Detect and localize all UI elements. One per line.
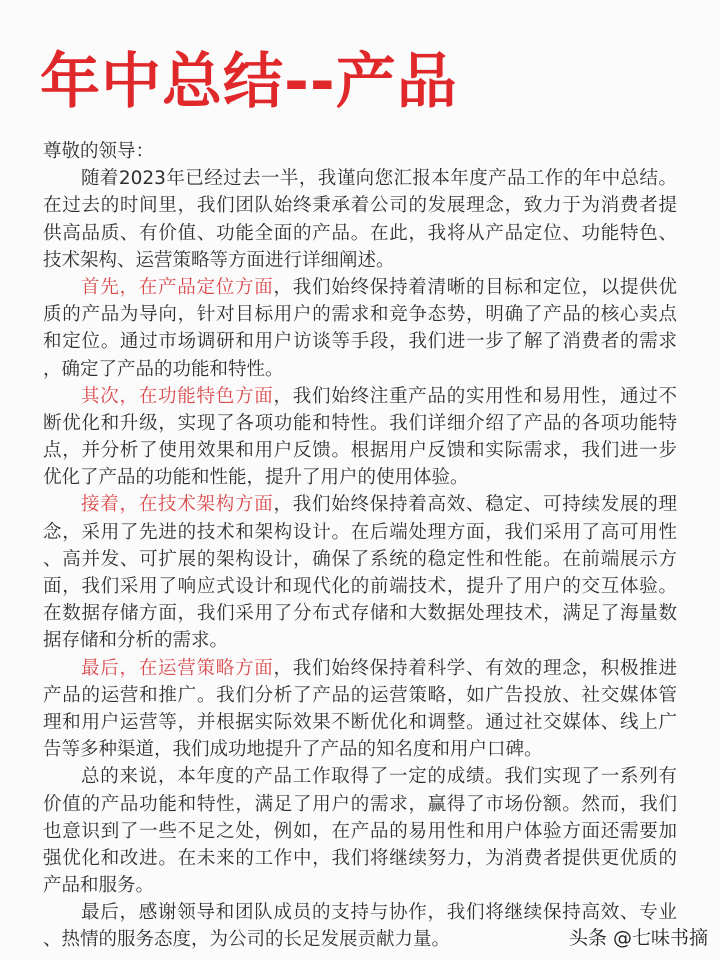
line-text: 强优化和改进。在未来的工作中，我们将继续努力，为消费者提供更优质的 <box>43 847 677 869</box>
watermark: 头条 @七味书摘 <box>568 927 708 949</box>
text-line <box>43 410 677 437</box>
text-line <box>43 464 677 491</box>
line-text: ，确定了产品的功能和特性。 <box>43 358 284 380</box>
line-text: 优化了产品的功能和性能，提升了用户的使用体验。 <box>43 467 469 489</box>
line-text: 点，并分析了使用效果和用户反馈。根据用户反馈和实际需求，我们进一步 <box>43 440 677 462</box>
section-heading: 接着，在技术架构方面 <box>81 494 274 516</box>
line-text: ，我们始终保持着清晰的目标和定位，以提供优 <box>273 276 677 298</box>
line-text: 理和用户运营等，并根据实际效果不断优化和调整。通过社交媒体、线上广 <box>43 711 677 733</box>
line-text: 也意识到了一些不足之处，例如，在产品的易用性和用户体验方面还需要加 <box>43 820 677 842</box>
line-text: 总的来说，本年度的产品工作取得了一定的成绩。我们实现了一系列有 <box>81 766 677 788</box>
text-line <box>43 328 677 355</box>
line-text: ，我们始终保持着高效、稳定、可持续发展的理 <box>273 494 677 516</box>
text-line <box>43 437 677 464</box>
text-line <box>43 682 677 709</box>
text-line <box>43 247 677 274</box>
text-line <box>43 763 677 790</box>
line-text: 和定位。通过市场调研和用户访谈等手段，我们进一步了解了消费者的需求 <box>43 331 677 353</box>
text-line <box>43 872 677 899</box>
text-line <box>43 573 677 600</box>
paragraph <box>43 491 677 654</box>
section-heading: 其次，在功能特色方面 <box>81 385 274 407</box>
line-text: 在过去的时间里，我们团队始终秉承着公司的发展理念，致力于为消费者提 <box>43 195 677 217</box>
line-text: 价值的产品功能和特性，满足了用户的需求，赢得了市场份额。然而，我们 <box>43 793 677 815</box>
line-text: 质的产品为导向，针对目标用户的需求和竞争态势，明确了产品的核心卖点 <box>43 304 677 326</box>
text-line <box>43 736 677 763</box>
line-text: 断优化和升级，实现了各项功能和特性。我们详细介绍了产品的各项功能特 <box>43 412 677 434</box>
line-text: ，我们始终保持着科学、有效的理念，积极推进 <box>273 657 677 679</box>
line-text: 念，采用了先进的技术和架构设计。在后端处理方面，我们采用了高可用性 <box>43 521 677 543</box>
line-text: 技术架构、运营策略等方面进行详细阐述。 <box>43 249 395 271</box>
text-line <box>43 655 677 682</box>
line-text: 在数据存储方面，我们采用了分布式存储和大数据处理技术，满足了海量数 <box>43 603 677 625</box>
paragraph <box>43 383 677 492</box>
section-heading: 最后，在运营策略方面 <box>81 657 274 679</box>
paragraph <box>43 274 677 383</box>
text-line <box>43 600 677 627</box>
line-text: 最后，感谢领导和团队成员的支持与协作，我们将继续保持高效、专业 <box>81 902 677 924</box>
line-text: 产品的运营和推广。我们分析了产品的运营策略，如广告投放、社交媒体管 <box>43 684 677 706</box>
section-heading: 首先，在产品定位方面 <box>81 276 274 298</box>
text-line <box>43 519 677 546</box>
text-line <box>43 301 677 328</box>
text-line <box>43 491 677 518</box>
text-line <box>43 627 677 654</box>
text-line <box>43 356 677 383</box>
text-line <box>43 274 677 301</box>
line-text: 面，我们采用了响应式设计和现代化的前端技术，提升了用户的交互体验。 <box>43 576 677 597</box>
text-line <box>43 818 677 845</box>
text-line <box>43 709 677 736</box>
paragraph <box>43 165 677 274</box>
text-line <box>43 192 677 219</box>
text-line <box>43 546 677 573</box>
text-line <box>43 791 677 818</box>
line-text: 告等多种渠道，我们成功地提升了产品的知名度和用户口碑。 <box>43 739 543 761</box>
line-text: 据存储和分析的需求。 <box>43 630 229 652</box>
line-text: ，我们始终注重产品的实用性和易用性，通过不 <box>273 385 677 407</box>
text-line <box>43 220 677 247</box>
text-line <box>43 165 677 192</box>
paragraphs <box>43 165 677 953</box>
document-body <box>43 138 677 954</box>
text-line <box>43 383 677 410</box>
paragraph <box>43 655 677 764</box>
line-text: 产品和服务。 <box>43 875 155 897</box>
line-text: 、热情的服务态度，为公司的长足发展贡献力量。 <box>43 929 451 951</box>
paragraph <box>43 763 677 899</box>
line-text: 供高品质、有价值、功能全面的产品。在此，我将从产品定位、功能特色、 <box>43 222 677 244</box>
document-title: 年中总结--产品 <box>40 47 458 117</box>
line-text: 随着2023年已经过去一半，我谨向您汇报本年度产品工作的年中总结。 <box>81 168 677 190</box>
greeting: 尊敬的领导： <box>43 141 155 162</box>
text-line <box>43 845 677 872</box>
line-text: 、高并发、可扩展的架构设计，确保了系统的稳定性和性能。在前端展示方 <box>43 548 677 570</box>
